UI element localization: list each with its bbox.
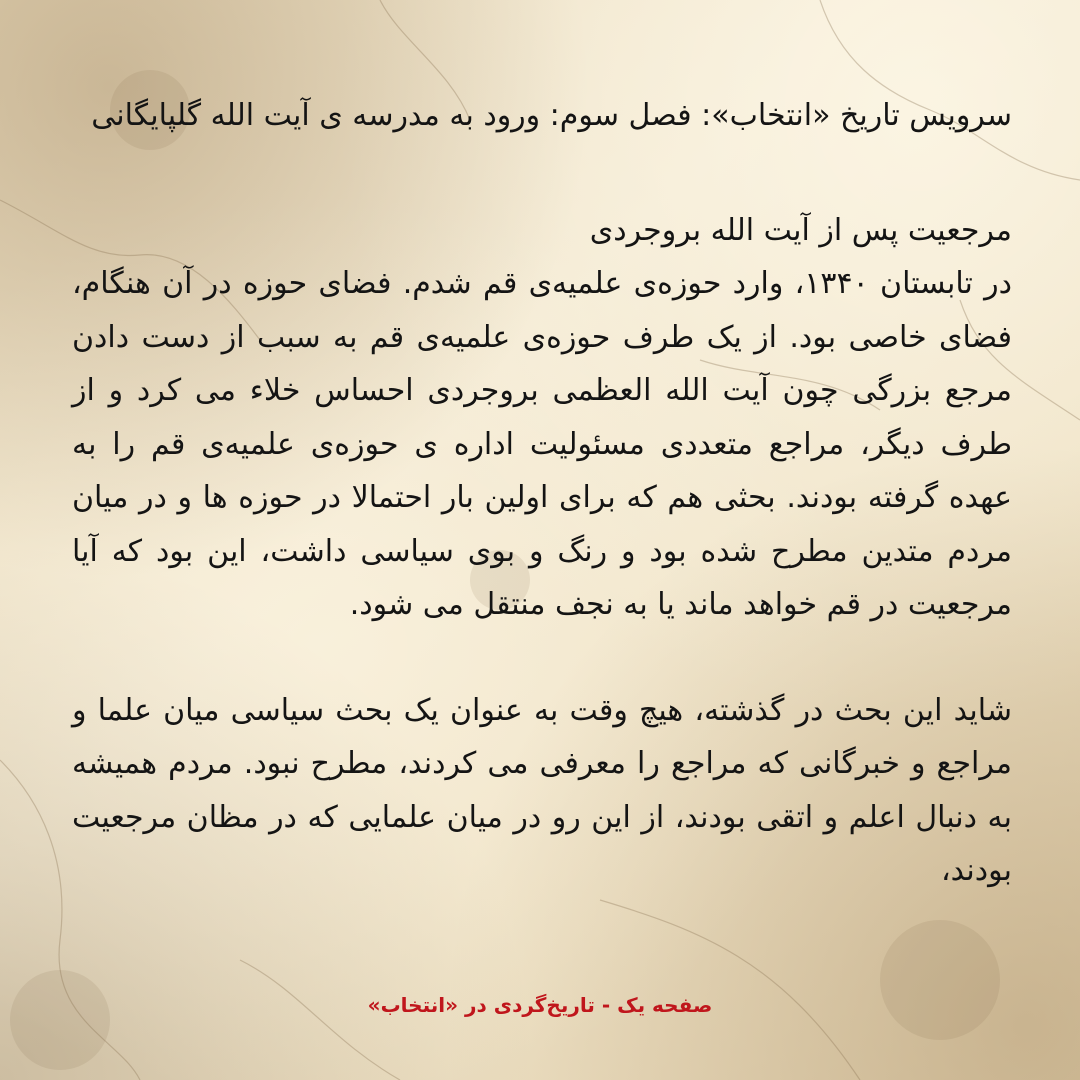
document-body [72, 88, 1012, 898]
page-footer-caption: صفحه یک - تاریخ‌گردی در «انتخاب» [367, 993, 713, 1017]
paragraph-1: در تابستان ۱۳۴۰، وارد حوزه‌ی علمیه‌ی قم شدم. فضای حوزه در آن هنگام، فضای خاصی بود. از یک طرف حوزه‌ی علمیه‌ی قم به سبب از دست دادن مرجع بزرگی چون آیت الله العظمی بروجردی احساس خلاء می کرد و از طرف دیگر، مراجع متعددی مسئولیت اداره ی حوزه‌ی علمیه‌ی قم را به عهده گرفته بودند. بحثی هم که برای اولین بار احتمالا در حوزه ها و در میان مردم متدین مطرح شده بود و رنگ و بوی سیاسی داشت، این بود که آیا مرجعیت در قم خواهد ماند یا به نجف منتقل می شود. [72, 266, 1012, 622]
section-heading: مرجعیت پس از آیت الله بروجردی [589, 213, 1012, 248]
paragraph-2: شاید این بحث در گذشته، هیچ وقت به عنوان یک بحث سیاسی میان علما و مراجع و خبرگانی که مراجع را معرفی می کردند، مطرح نبود. مردم همیشه به دنبال اعلم و اتقی بودند، از این رو در میان علمایی که در مظان مرجعیت بودند، [72, 692, 1012, 888]
document-title: سرویس تاریخ «انتخاب»: فصل سوم: ورود به مدرسه ی آیت الله گلپایگانی [91, 98, 1012, 133]
